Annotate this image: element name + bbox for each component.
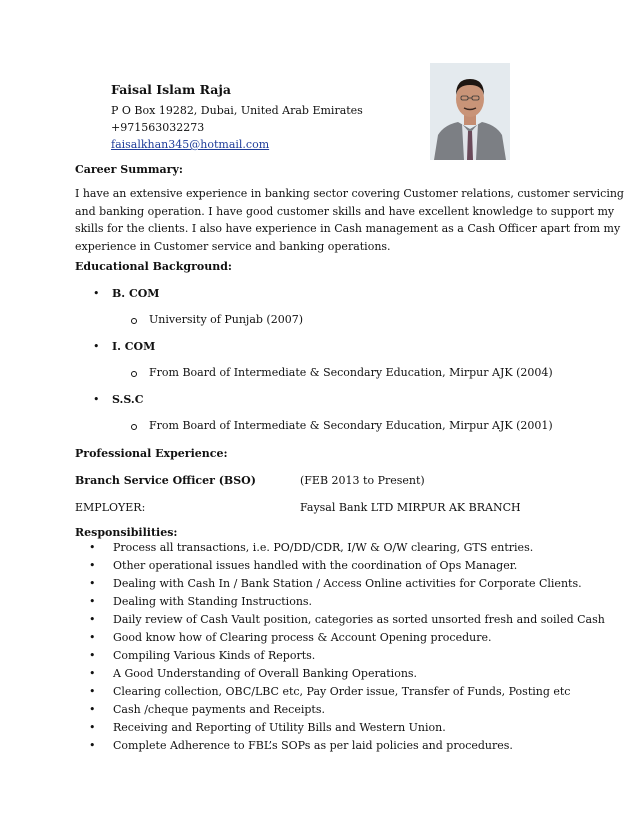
education-degree: I. COM xyxy=(112,340,156,353)
responsibilities-heading: Responsibilities: xyxy=(75,526,178,539)
education-detail: University of Punjab (2007) xyxy=(149,313,303,326)
summary-line: experience in Customer service and banking operations. xyxy=(75,239,391,253)
hollow-circle-icon xyxy=(131,371,137,377)
bullet-dot-icon: • xyxy=(89,595,96,608)
education-degree: S.S.C xyxy=(112,393,144,406)
profile-photo xyxy=(430,63,510,160)
bullet-dot-icon: • xyxy=(89,721,96,734)
bullet-dot-icon: • xyxy=(89,613,96,626)
employer-name: Faysal Bank LTD MIRPUR AK BRANCH xyxy=(300,501,521,514)
career-summary-text xyxy=(75,185,624,255)
bullet-dot-icon: • xyxy=(89,685,96,698)
bullet-dot-icon: • xyxy=(93,340,100,353)
portrait-icon xyxy=(430,63,510,160)
career-summary-heading: Career Summary: xyxy=(75,163,183,176)
bullet-dot-icon: • xyxy=(89,559,96,572)
hollow-circle-icon xyxy=(131,318,137,324)
education-degree: B. COM xyxy=(112,287,160,300)
phone: +971563032273 xyxy=(111,121,205,134)
summary-line: skills for the clients. I also have experience in Cash management as a Cash Officer apart from my xyxy=(75,222,621,235)
email-link[interactable]: faisalkhan345@hotmail.com xyxy=(111,138,270,151)
education-heading: Educational Background: xyxy=(75,260,232,273)
address: P O Box 19282, Dubai, United Arab Emirates xyxy=(111,104,363,117)
candidate-name: Faisal Islam Raja xyxy=(111,82,231,97)
position-title: Branch Service Officer (BSO) xyxy=(75,474,256,487)
experience-heading: Professional Experience: xyxy=(75,447,228,460)
hollow-circle-icon xyxy=(131,424,137,430)
position-period: (FEB 2013 to Present) xyxy=(300,474,425,487)
employer-label: EMPLOYER: xyxy=(75,501,146,514)
summary-line: and banking operation. I have good customer skills and have excellent knowledge to support my xyxy=(75,204,615,218)
bullet-dot-icon: • xyxy=(89,649,96,662)
bullet-dot-icon: • xyxy=(89,667,96,680)
resume-page: Faisal Islam Raja P O Box 19282, Dubai, United Arab Emirates +971563032273 faisalkhan345@hotmail.com Career Summary: I have an extensive experience in banking sector covering Customer relations, customer servicing and banking operation. I have good customer skills and have excellent knowledge to support my skills for the clients. I also have experience in Cash management as a Cash Officer apart from my experience in Customer service and banking operations. Educational Background: • B. COM University of Punjab (2007) • I. COM From Board of Intermediate & Secondary Education, Mirpur AJK (2004) • S.S.C From Board of Intermediate & Secondary Education, Mirpur AJK (2001) Professional Experience: Branch Service Officer (BSO) (FEB 2013 to Present) EMPLOYER: Faysal Bank LTD MIRPUR AK BRANCH Responsibilities: • Process all transactions, i.e. PO/DD/CDR, I/W & O/W clearing, GTS entries. • Other operational issues handled with the coordination of Ops Manager. • Dealing with Cash In / Bank Station / Access Online activities for Corporate Clients. • Dealing with Standing Instructions. • Daily review of Cash Vault position, categories as sorted unsorted fresh and soiled Cash • Good know how of Clearing process & Account Opening procedure. • Compiling Various Kinds of Reports. • A Good Understanding of Overall Banking Operations. • Clearing collection, OBC/LBC etc, Pay Order issue, Transfer of Funds, Posting etc • Cash /cheque payments and Receipts. • Receiving and Reporting of Utility Bills and Western Union. • Complete Adherence to FBL’s SOPs as per laid policies and procedures. xyxy=(0,0,638,826)
education-detail: From Board of Intermediate & Secondary Education, Mirpur AJK (2001) xyxy=(149,419,553,432)
bullet-dot-icon: • xyxy=(89,541,96,554)
bullet-dot-icon: • xyxy=(89,631,96,644)
bullet-dot-icon: • xyxy=(93,287,100,300)
bullet-dot-icon: • xyxy=(89,739,96,752)
bullet-dot-icon: • xyxy=(93,393,100,406)
summary-line: I have an extensive experience in banking sector covering Customer relations, customer servicing xyxy=(75,187,624,200)
education-detail: From Board of Intermediate & Secondary Education, Mirpur AJK (2004) xyxy=(149,366,553,379)
bullet-dot-icon: • xyxy=(89,577,96,590)
bullet-dot-icon: • xyxy=(89,703,96,716)
